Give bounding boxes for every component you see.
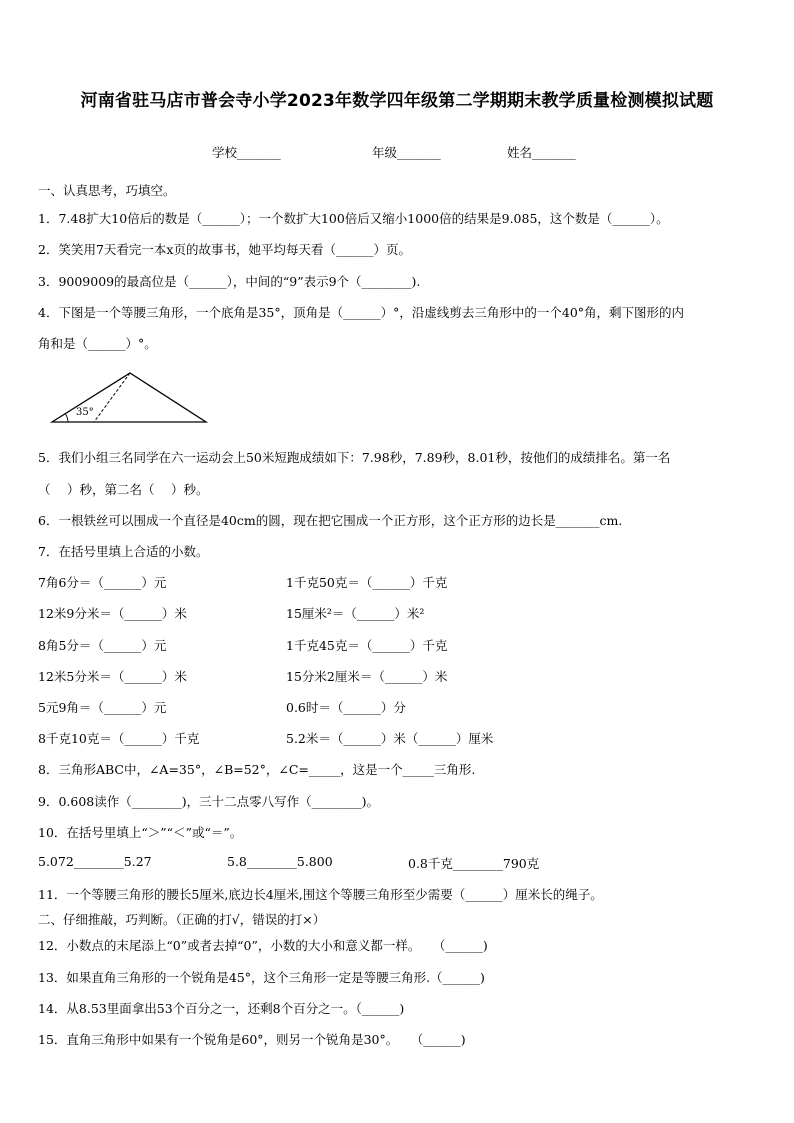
dashed-cut-line <box>94 373 130 422</box>
question-15: 15．直角三角形中如果有一个锐角是60°，则另一个锐角是30°。 （______) <box>38 1032 466 1047</box>
question-3: 3．9009009的最高位是（______），中间的“9”表示9个（________). <box>38 274 421 289</box>
question-8: 8．三角形ABC中，∠A=35°，∠B=52°，∠C=_____，这是一个_____三角形. <box>38 762 476 777</box>
name-field[interactable]: 姓名_______ <box>507 145 576 160</box>
q7-item-4a: 12米5分米＝（______）米 <box>38 669 187 684</box>
angle-arc <box>66 414 69 422</box>
school-field[interactable]: 学校_______ <box>212 145 281 160</box>
q7-item-2b: 15厘米²＝（______）米² <box>286 606 425 621</box>
q7-item-3a: 8角5分＝（______）元 <box>38 638 167 653</box>
q7-item-3b: 1千克45克＝（______）千克 <box>286 638 448 653</box>
q7-item-4b: 15分米2厘米＝（______）米 <box>286 669 448 684</box>
q7-item-5b: 0.6时＝（______）分 <box>286 700 406 715</box>
page-title: 河南省驻马店市普会寺小学2023年数学四年级第二学期期末教学质量检测模拟试题 <box>80 91 714 111</box>
q7-item-6a: 8千克10克＝（______）千克 <box>38 731 200 746</box>
question-9: 9．0.608读作（________)，三十二点零八写作（________)。 <box>38 794 379 809</box>
q10-item-3: 0.8千克________790克 <box>408 856 540 871</box>
question-14: 14．从8.53里面拿出53个百分之一，还剩8个百分之一。（______) <box>38 1001 405 1016</box>
q7-item-5a: 5元9角＝（______）元 <box>38 700 167 715</box>
q10-item-2: 5.8________5.800 <box>227 854 333 869</box>
question-5-line-2: （ ）秒，第二名（ ）秒。 <box>38 482 209 497</box>
question-4-line-2: 角和是（______）°。 <box>38 336 157 351</box>
isosceles-triangle-figure <box>46 368 211 426</box>
q10-item-1: 5.072________5.27 <box>38 854 152 869</box>
question-12: 12．小数点的末尾添上“0”或者去掉“0”，小数的大小和意义都一样。 （______) <box>38 938 488 953</box>
question-6: 6．一根铁丝可以围成一个直径是40cm的圆，现在把它围成一个正方形，这个正方形的边长是_______cm. <box>38 513 623 528</box>
question-7: 7．在括号里填上合适的小数。 <box>38 544 209 559</box>
question-1: 1．7.48扩大10倍后的数是（______）；一个数扩大100倍后又缩小1000倍的结果是9.085，这个数是（______）。 <box>38 211 669 226</box>
q7-item-2a: 12米9分米＝（______）米 <box>38 606 187 621</box>
question-13: 13．如果直角三角形的一个锐角是45°，这个三角形一定是等腰三角形.（______) <box>38 970 485 985</box>
question-10: 10．在括号里填上“＞”“＜”或“＝”。 <box>38 825 243 840</box>
q7-item-1a: 7角6分＝（______）元 <box>38 575 167 590</box>
question-11: 11．一个等腰三角形的腰长5厘米,底边长4厘米,围这个等腰三角形至少需要（______）厘米长的绳子。 <box>38 887 603 902</box>
question-4-line-1: 4．下图是一个等腰三角形，一个底角是35°，顶角是（______）°，沿虚线剪去三角形中的一个40°角，剩下图形的内 <box>38 305 685 320</box>
angle-label: 35° <box>76 407 94 418</box>
q7-item-6b: 5.2米＝（______）米（______）厘米 <box>286 731 494 746</box>
section-heading-fill-in: 一、认真思考，巧填空。 <box>38 183 176 198</box>
question-2: 2．笑笑用7天看完一本x页的故事书，她平均每天看（______）页。 <box>38 242 411 257</box>
grade-field[interactable]: 年级_______ <box>372 145 441 160</box>
q7-item-1b: 1千克50克＝（______）千克 <box>286 575 448 590</box>
question-5-line-1: 5．我们小组三名同学在六一运动会上50米短跑成绩如下：7.98秒，7.89秒，8.01秒，按他们的成绩排名。第一名 <box>38 450 671 465</box>
section-heading-judge: 二、仔细推敲，巧判断。（正确的打√，错误的打×） <box>38 912 326 927</box>
